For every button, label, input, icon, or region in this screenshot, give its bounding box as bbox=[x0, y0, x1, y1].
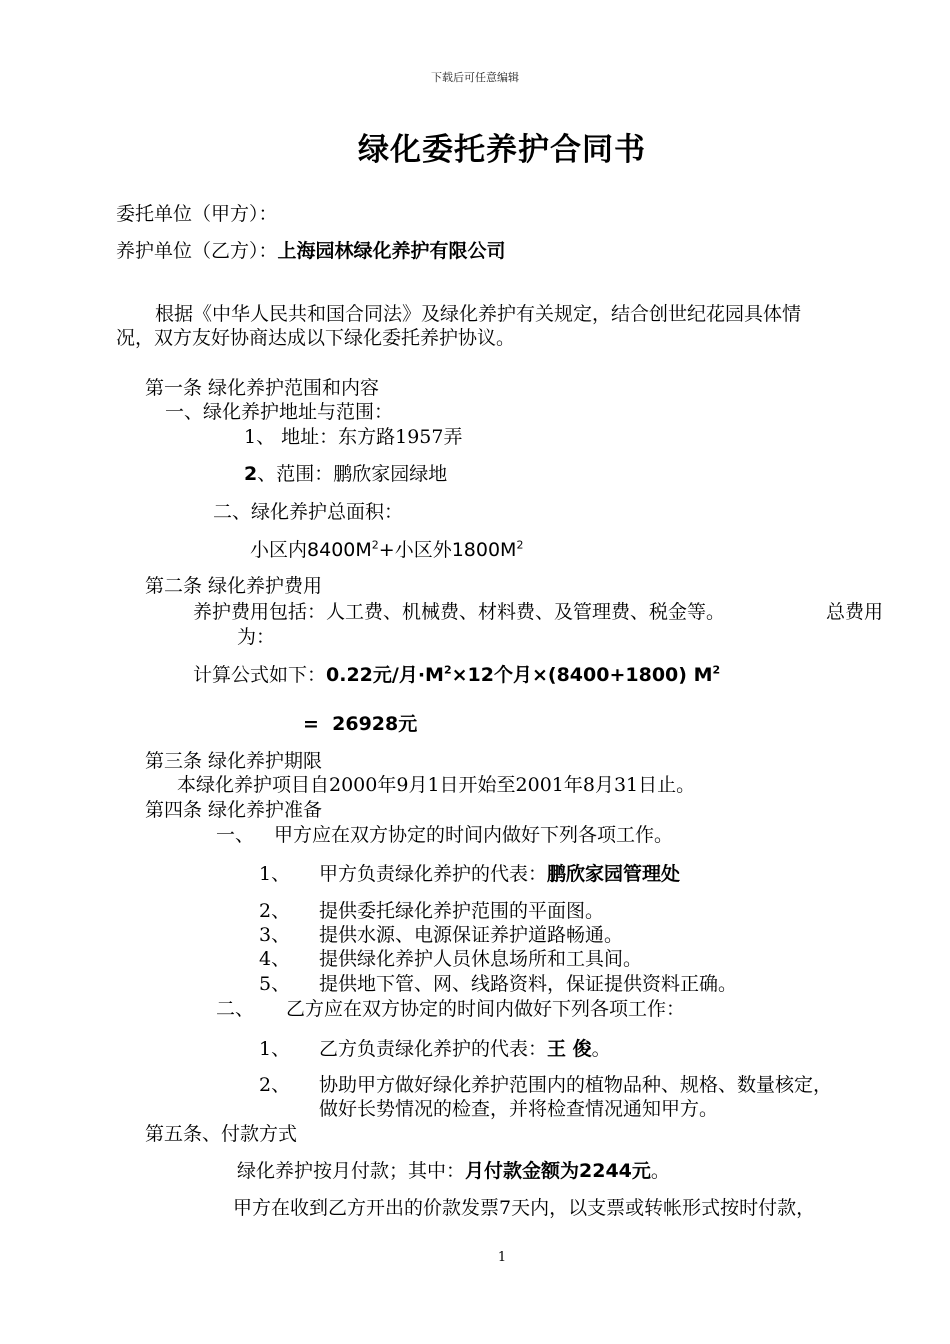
article-5-title: 第五条、付款方式 bbox=[145, 1123, 298, 1145]
article-2-wei: 为： bbox=[237, 626, 276, 648]
list-item-text-continued: 做好长势情况的检查，并将检查情况通知甲方。 bbox=[319, 1098, 719, 1120]
list-item-text: 乙方负责绿化养护的代表： bbox=[319, 1038, 548, 1060]
party-b-label: 养护单位（乙方）： bbox=[116, 240, 278, 262]
document-title: 绿化委托养护合同书 bbox=[358, 132, 646, 168]
party-a-representative: 鹏欣家园管理处 bbox=[547, 863, 681, 885]
list-item bbox=[319, 1037, 611, 1061]
total-fee-label: 总费用 bbox=[826, 601, 884, 623]
article-4-title: 第四条 绿化养护准备 bbox=[145, 799, 323, 821]
article-3-line: 本绿化养护项目自2000年9月1日开始至2001年8月31日止。 bbox=[177, 774, 696, 796]
formula-line bbox=[193, 663, 720, 687]
area-unit-sup: 2 bbox=[371, 538, 379, 552]
list-item-text: 甲方负责绿化养护的代表： bbox=[319, 863, 548, 885]
list-item bbox=[319, 862, 680, 886]
area-outside-label: 小区外 bbox=[394, 539, 452, 561]
formula-sup: 2 bbox=[712, 663, 721, 677]
area-inside-label: 小区内 bbox=[250, 539, 308, 561]
list-item-text: 提供绿化养护人员休息场所和工具间。 bbox=[319, 948, 643, 970]
payment-line-1 bbox=[237, 1159, 670, 1183]
article-1-item-1: 1、 地址：东方路1957弄 bbox=[244, 426, 463, 448]
party-b-name: 上海园林绿化养护有限公司 bbox=[277, 240, 506, 262]
list-item-tail: 。 bbox=[591, 1038, 611, 1060]
area-plus: + bbox=[378, 539, 395, 561]
article-4-a-num: 一、 bbox=[216, 824, 255, 846]
page-number: 1 bbox=[497, 1250, 507, 1265]
list-item-number: 5、 bbox=[259, 973, 291, 995]
intro-line-1: 根据《中华人民共和国合同法》及绿化养护有关规定，结合创世纪花园具体情 bbox=[155, 303, 802, 325]
payment-text: 绿化养护按月付款；其中： bbox=[237, 1160, 466, 1182]
formula-rate: 0.22元/月·M bbox=[326, 664, 444, 686]
item-number: 2 bbox=[244, 463, 258, 485]
list-item-number: 1、 bbox=[259, 863, 291, 885]
payment-line-2: 甲方在收到乙方开出的价款发票7天内，以支票或转帐形式按时付款， bbox=[233, 1197, 816, 1219]
list-item-number: 4、 bbox=[259, 948, 291, 970]
article-2-title: 第二条 绿化养护费用 bbox=[145, 575, 323, 597]
formula-sup: 2 bbox=[443, 663, 452, 677]
list-item-text: 提供委托绿化养护范围的平面图。 bbox=[319, 900, 605, 922]
intro-line-2: 况，双方友好协商达成以下绿化委托养护协议。 bbox=[116, 327, 516, 349]
party-b-representative: 王 俊 bbox=[547, 1038, 592, 1060]
article-4-b-num: 二、 bbox=[216, 998, 255, 1020]
list-item-number: 2、 bbox=[259, 1074, 291, 1096]
area-inside-value: 8400M bbox=[307, 539, 372, 561]
payment-text-tail: 。 bbox=[650, 1160, 670, 1182]
article-2-line-1: 养护费用包括：人工费、机械费、材料费、及管理费、税金等。 bbox=[193, 601, 726, 623]
article-3-title: 第三条 绿化养护期限 bbox=[145, 750, 323, 772]
article-1-item-2 bbox=[244, 462, 447, 486]
list-item-text: 提供地下管、网、线路资料，保证提供资料正确。 bbox=[319, 973, 738, 995]
item-text: 、范围：鹏欣家园绿地 bbox=[257, 463, 448, 485]
formula-result: = 26928元 bbox=[303, 713, 418, 735]
article-4-b-text: 乙方应在双方协定的时间内做好下列各项工作： bbox=[286, 998, 686, 1020]
article-4-a-text: 甲方应在双方协定的时间内做好下列各项工作。 bbox=[274, 824, 674, 846]
list-item-text: 提供水源、电源保证养护道路畅通。 bbox=[319, 924, 624, 946]
article-1-title: 第一条 绿化养护范围和内容 bbox=[145, 377, 380, 399]
area-outside-value: 1800M bbox=[451, 539, 517, 561]
list-item-number: 1、 bbox=[259, 1038, 291, 1060]
party-a-label: 委托单位（甲方）： bbox=[116, 203, 278, 225]
list-item-text: 协助甲方做好绿化养护范围内的植物品种、规格、数量核定， bbox=[319, 1074, 833, 1096]
formula-label: 计算公式如下： bbox=[193, 664, 327, 686]
article-1-sub-2: 二、绿化养护总面积： bbox=[213, 501, 404, 523]
area-unit-sup: 2 bbox=[516, 538, 524, 552]
total-area-line bbox=[250, 538, 523, 562]
list-item-number: 3、 bbox=[259, 924, 291, 946]
article-1-sub-1: 一、绿化养护地址与范围： bbox=[165, 401, 394, 423]
page-header: 下载后可任意编辑 bbox=[431, 71, 519, 84]
formula-expression: ×12个月×(8400+1800) M bbox=[451, 664, 713, 686]
party-b-line bbox=[116, 239, 506, 263]
list-item-number: 2、 bbox=[259, 900, 291, 922]
monthly-payment-amount: 月付款金额为2244元 bbox=[465, 1160, 651, 1182]
